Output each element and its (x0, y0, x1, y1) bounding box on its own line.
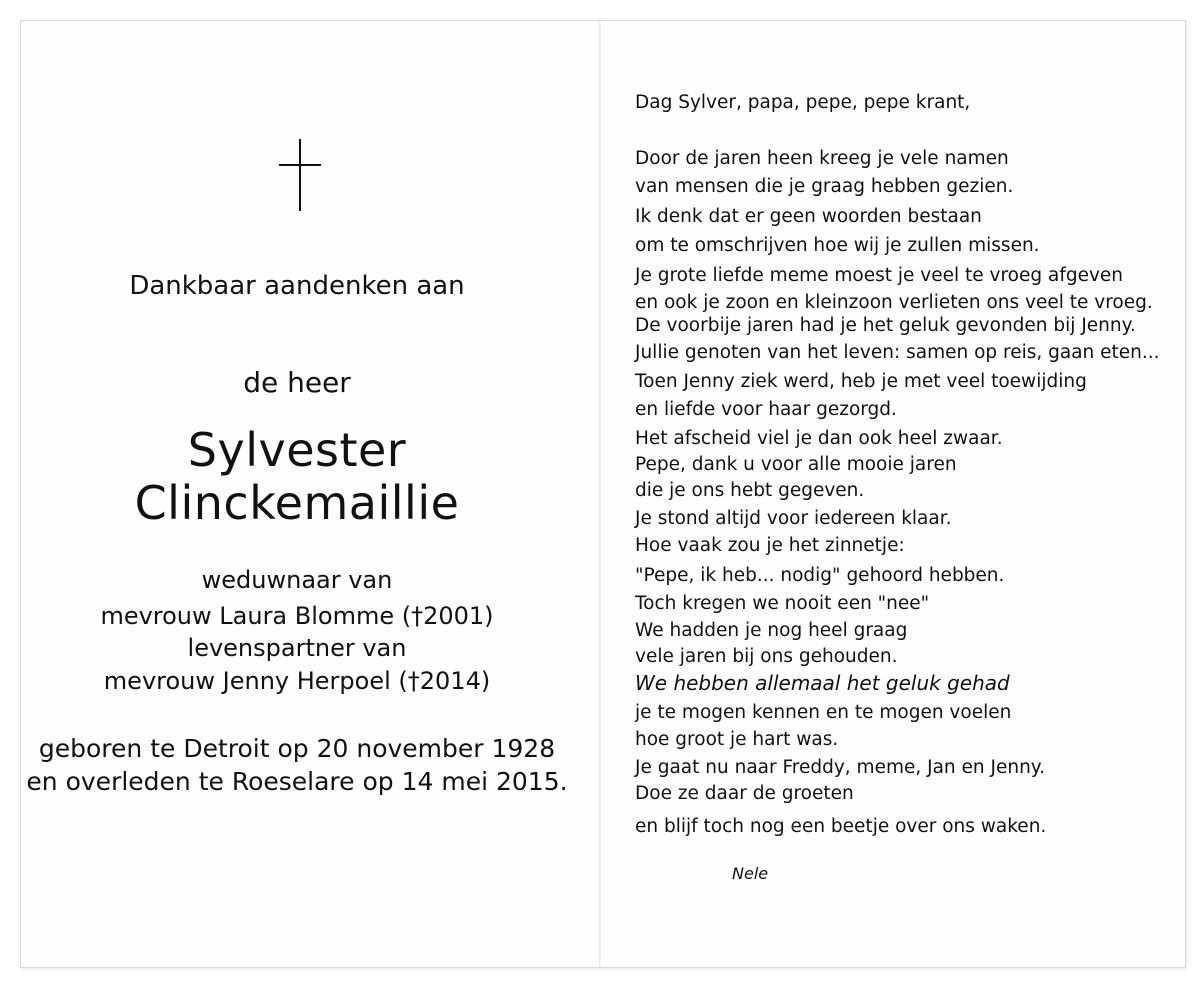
last-name: Clinckemaillie (134, 476, 460, 530)
poem-line: vele jaren bij ons gehouden. (635, 646, 898, 667)
widower-label: weduwnaar van (201, 566, 393, 594)
partner-name: mevrouw Jenny Herpoel (†2014) (103, 667, 491, 695)
poem-line: Hoe vaak zou je het zinnetje: (635, 535, 905, 556)
poem-line: die je ons hebt gegeven. (635, 480, 865, 501)
death-text: en overleden te Roeselare op 14 mei 2015. (26, 767, 568, 796)
birth-text: geboren te Detroit op 20 november 1928 (38, 734, 556, 763)
poem-line: We hebben allemaal het geluk gehad (635, 671, 1010, 695)
title-text: de heer (243, 366, 351, 399)
poem-line: Toen Jenny ziek werd, heb je met veel toewijding (635, 371, 1087, 392)
poem-line: je te mogen kennen en te mogen voelen (635, 702, 1012, 723)
poem-line: en blijf toch nog een beetje over ons waken. (635, 816, 1047, 837)
poem-line: Ik denk dat er geen woorden bestaan (635, 206, 982, 227)
poem-line: Door de jaren heen kreeg je vele namen (635, 148, 1009, 169)
signature: Nele (732, 864, 769, 883)
poem-line: "Pepe, ik heb... nodig" gehoord hebben. (635, 565, 1005, 586)
spouse-name: mevrouw Laura Blomme (†2001) (100, 602, 494, 630)
intro-text: Dankbaar aandenken aan (129, 271, 465, 301)
poem-line: Je gaat nu naar Freddy, meme, Jan en Jenny. (635, 757, 1045, 778)
poem-line: Toch kregen we nooit een "nee" (635, 593, 930, 614)
poem-line: om te omschrijven hoe wij je zullen missen. (635, 235, 1040, 256)
poem-line: Het afscheid viel je dan ook heel zwaar. (635, 428, 1003, 449)
cross-icon (279, 139, 323, 213)
poem-line: Jullie genoten van het leven: samen op reis, gaan eten... (635, 342, 1160, 363)
poem-line: Je grote liefde meme moest je veel te vroeg afgeven (635, 265, 1124, 286)
poem-line: Pepe, dank u voor alle mooie jaren (635, 454, 957, 475)
poem-line: Doe ze daar de groeten (635, 783, 854, 804)
poem-line: De voorbije jaren had je het geluk gevonden bij Jenny. (635, 315, 1136, 336)
partner-label: levenspartner van (187, 634, 407, 662)
first-name: Sylvester (187, 423, 407, 477)
left-panel (21, 21, 599, 967)
poem-line: en liefde voor haar gezorgd. (635, 399, 897, 420)
poem-line: We hadden je nog heel graag (635, 620, 908, 641)
right-panel (601, 21, 1185, 967)
poem-line: Je stond altijd voor iedereen klaar. (635, 508, 952, 529)
poem-line: en ook je zoon en kleinzoon verlieten ons veel te vroeg. (635, 292, 1153, 313)
greeting: Dag Sylver, papa, pepe, pepe krant, (635, 92, 971, 113)
memorial-card (20, 20, 1186, 968)
poem-line: van mensen die je graag hebben gezien. (635, 176, 1014, 197)
poem-line: hoe groot je hart was. (635, 729, 839, 750)
